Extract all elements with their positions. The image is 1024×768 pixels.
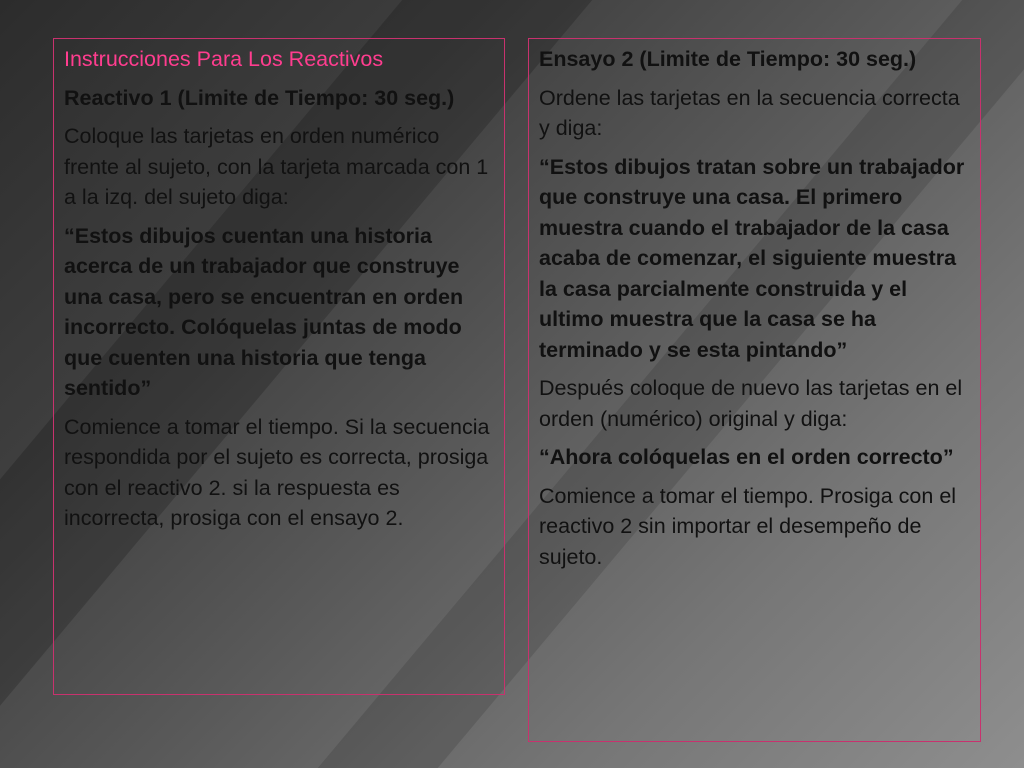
item-title xyxy=(64,83,494,114)
instruction-paragraph: Comience a tomar el tiempo. Si la secuencia respondida por el sujeto es correcta, prosiga con el reactivo 2. si la respuesta es incorrecta, prosiga con el ensayo 2. xyxy=(64,414,490,530)
right-instruction-panel xyxy=(528,38,981,742)
left-instruction-panel xyxy=(53,38,505,695)
item-time-limit: (Limite de Tiempo: 30 seg.) xyxy=(177,85,455,110)
instruction-paragraph: Comience a tomar el tiempo. Prosiga con el reactivo 2 sin importar el desempeño de sujeto. xyxy=(539,483,957,569)
panel-heading: Instrucciones Para Los Reactivos xyxy=(64,47,384,71)
instruction-paragraph: Ordene las tarjetas en la secuencia correcta y diga: xyxy=(539,85,960,140)
spoken-quote: “Ahora colóquelas en el orden correcto” xyxy=(539,445,954,469)
spoken-quote: “Estos dibujos tratan sobre un trabajador que construye una casa. El primero muestra cuando el trabajador de la casa acaba de comenzar, el siguiente muestra la casa parcialmente construida y el ultimo muestra que la casa se ha terminado y se esta pintando” xyxy=(539,154,965,362)
instruction-paragraph: Coloque las tarjetas en orden numérico frente al sujeto, con la tarjeta marcada con 1 a la izq. del sujeto diga: xyxy=(64,124,489,209)
item-title xyxy=(539,44,970,75)
item-label: Reactivo 1 xyxy=(64,85,172,110)
spoken-quote: “Estos dibujos cuentan una historia acerca de un trabajador que construye una casa, pero se encuentran en orden incorrecto. Colóquelas juntas de modo que cuenten una historia que tenga sentido” xyxy=(64,223,464,400)
instruction-paragraph: Después coloque de nuevo las tarjetas en el orden (numérico) original y diga: xyxy=(539,376,963,431)
item-time-limit: (Limite de Tiempo: 30 seg.) xyxy=(639,47,917,71)
item-label: Ensayo 2 xyxy=(539,47,634,71)
